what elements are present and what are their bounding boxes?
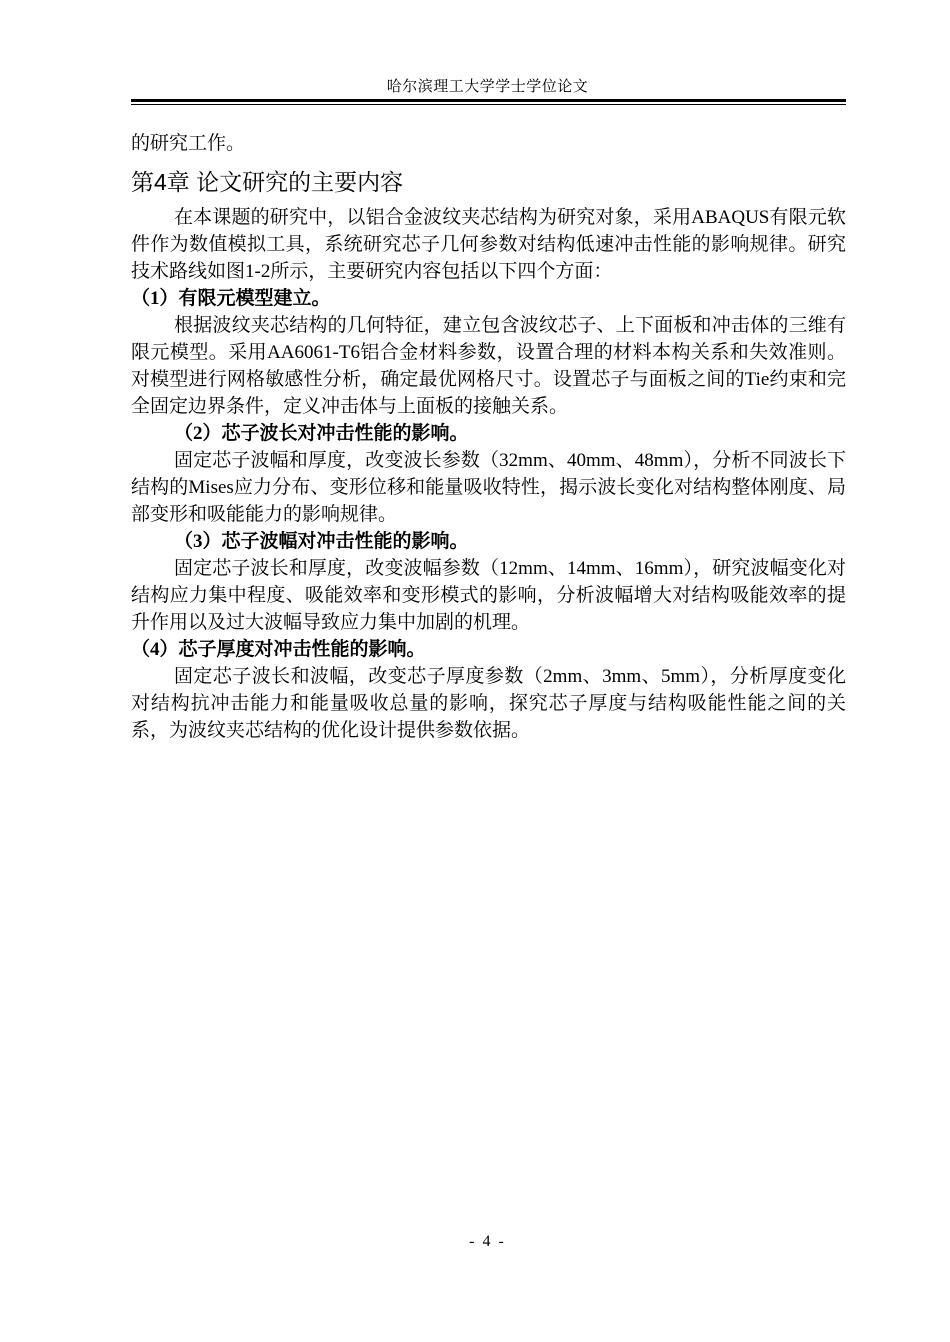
section-3-text: 固定芯子波长和厚度，改变波幅参数（12mm、14mm、16mm），研究波幅变化对结构应力集中程度、吸能效率和变形模式的影响，分析波幅增大对结构吸能效率的提升作用以及过大波幅导致应力集中加剧的机理。 [131, 558, 846, 633]
section-2-text: 固定芯子波幅和厚度，改变波长参数（32mm、40mm、48mm），分析不同波长下结构的Mises应力分布、变形位移和能量吸收特性，揭示波长变化对结构整体刚度、局部变形和吸能能力的影响规律。 [131, 450, 846, 525]
header-rule-thick [131, 99, 846, 102]
page-number: - 4 - [469, 1233, 506, 1250]
section-1-heading: （1）有限元模型建立。 [131, 288, 331, 309]
section-4-text: 固定芯子波长和波幅，改变芯子厚度参数（2mm、3mm、5mm），分析厚度变化对结构抗冲击能力和能量吸收总量的影响，探究芯子厚度与结构吸能性能之间的关系，为波纹夹芯结构的优化设计提供参数依据。 [131, 666, 846, 741]
chapter-title: 第4章 论文研究的主要内容 [131, 169, 404, 195]
page-body [131, 130, 846, 744]
section-1-text: 根据波纹夹芯结构的几何特征，建立包含波纹芯子、上下面板和冲击体的三维有限元模型。采用AA6061-T6铝合金材料参数，设置合理的材料本构关系和失效准则。对模型进行网格敏感性分析，确定最优网格尺寸。设置芯子与面板之间的Tie约束和完全固定边界条件，定义冲击体与上面板的接触关系。 [131, 315, 846, 417]
intro-paragraph: 在本课题的研究中，以铝合金波纹夹芯结构为研究对象，采用ABAQUS有限元软件作为数值模拟工具，系统研究芯子几何参数对结构低速冲击性能的影响规律。研究技术路线如图1-2所示，主要研究内容包括以下四个方面： [131, 207, 846, 282]
continuation-text: 的研究工作。 [131, 133, 246, 154]
header-title: 哈尔滨理工大学学士学位论文 [386, 79, 589, 95]
section-3-heading: （3）芯子波幅对冲击性能的影响。 [174, 531, 469, 552]
section-2-heading: （2）芯子波长对冲击性能的影响。 [174, 423, 469, 444]
section-4-heading: （4）芯子厚度对冲击性能的影响。 [131, 639, 426, 660]
header-rule-thin [131, 104, 846, 105]
